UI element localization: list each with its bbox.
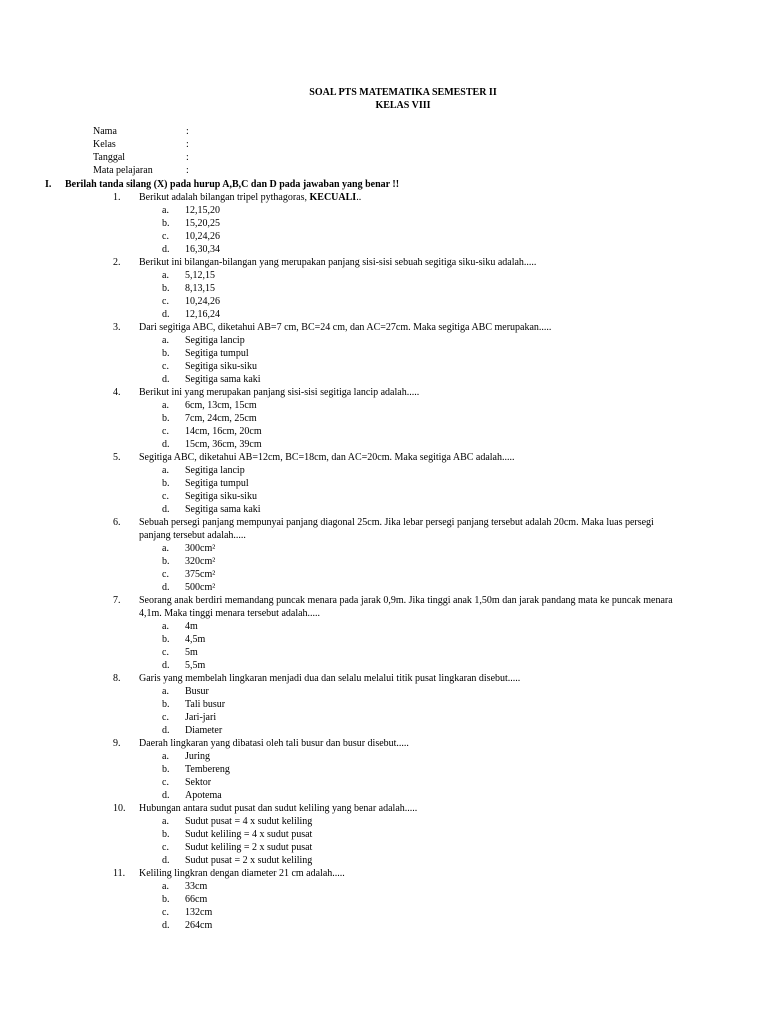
option-letter: b. [162, 634, 170, 645]
answer-option[interactable] [0, 438, 768, 451]
option-letter: d. [162, 504, 170, 515]
question-list [0, 191, 768, 932]
answer-option[interactable] [0, 893, 768, 906]
option-letter: c. [162, 907, 169, 918]
option-letter: a. [162, 816, 169, 827]
answer-option[interactable] [0, 659, 768, 672]
answer-option[interactable] [0, 620, 768, 633]
option-text: Tembereng [185, 764, 230, 775]
option-letter: a. [162, 205, 169, 216]
answer-option[interactable] [0, 841, 768, 854]
option-letter: d. [162, 309, 170, 320]
question-text-main: Berikut ini bilangan-bilangan yang merupakan panjang sisi-sisi sebuah segitiga siku-siku adalah..... [139, 257, 537, 268]
question-text-main: Berikut adalah bilangan tripel pythagoras, [139, 192, 308, 203]
option-text: 8,13,15 [185, 283, 215, 294]
option-text: 4,5m [185, 634, 206, 645]
option-text: 6cm, 13cm, 15cm [185, 400, 257, 411]
option-letter: b. [162, 348, 170, 359]
option-letter: d. [162, 725, 170, 736]
question-text [139, 191, 679, 204]
question-item [0, 737, 768, 802]
question-line [0, 737, 768, 750]
answer-option[interactable] [0, 217, 768, 230]
option-letter: b. [162, 283, 170, 294]
question-number: 8. [113, 673, 121, 684]
option-text: 10,24,26 [185, 231, 220, 242]
answer-option[interactable] [0, 360, 768, 373]
option-text: 66cm [185, 894, 208, 905]
identity-colon: : [186, 165, 189, 176]
option-text: Segitiga lancip [185, 335, 245, 346]
answer-option[interactable] [0, 347, 768, 360]
option-text: Segitiga sama kaki [185, 504, 261, 515]
answer-option[interactable] [0, 204, 768, 217]
option-letter: b. [162, 764, 170, 775]
answer-option[interactable] [0, 230, 768, 243]
option-letter: d. [162, 244, 170, 255]
question-line [0, 802, 768, 815]
question-item [0, 256, 768, 321]
option-text: Tali busur [185, 699, 226, 710]
question-text [139, 594, 679, 620]
answer-option[interactable] [0, 477, 768, 490]
identity-label: Nama [93, 126, 117, 137]
answer-option[interactable] [0, 880, 768, 893]
option-letter: d. [162, 790, 170, 801]
answer-option[interactable] [0, 269, 768, 282]
question-number: 6. [113, 517, 121, 528]
option-letter: d. [162, 855, 170, 866]
option-letter: a. [162, 400, 169, 411]
option-letter: b. [162, 699, 170, 710]
answer-option[interactable] [0, 282, 768, 295]
option-text: Sudut keliling = 2 x sudut pusat [185, 842, 313, 853]
answer-option[interactable] [0, 373, 768, 386]
question-item [0, 516, 768, 594]
option-letter: d. [162, 660, 170, 671]
question-text-main: Berikut ini yang merupakan panjang sisi-sisi segitiga lancip adalah..... [139, 387, 420, 398]
option-letter: b. [162, 829, 170, 840]
option-text: Sudut pusat = 2 x sudut keliling [185, 855, 313, 866]
answer-option[interactable] [0, 334, 768, 347]
option-text: 15,20,25 [185, 218, 220, 229]
option-letter: d. [162, 920, 170, 931]
option-text: Segitiga tumpul [185, 348, 249, 359]
option-text: 4m [185, 621, 198, 632]
identity-row-class [93, 138, 293, 151]
answer-option[interactable] [0, 581, 768, 594]
option-text: 300cm² [185, 543, 216, 554]
question-line [0, 191, 768, 204]
answer-option[interactable] [0, 243, 768, 256]
question-number: 7. [113, 595, 121, 606]
question-line [0, 516, 768, 542]
answer-option[interactable] [0, 763, 768, 776]
document-title: SOAL PTS MATEMATIKA SEMESTER II [309, 87, 497, 98]
question-text-main: Hubungan antara sudut pusat dan sudut keliling yang benar adalah..... [139, 803, 418, 814]
question-item [0, 594, 768, 672]
question-text-main: Segitiga ABC, diketahui AB=12cm, BC=18cm, dan AC=20cm. Maka segitiga ABC adalah..... [139, 452, 515, 463]
option-text: 15cm, 36cm, 39cm [185, 439, 262, 450]
option-text: Sektor [185, 777, 212, 788]
question-item [0, 802, 768, 867]
option-text: 14cm, 16cm, 20cm [185, 426, 262, 437]
option-text: 33cm [185, 881, 208, 892]
option-letter: c. [162, 426, 169, 437]
question-line [0, 256, 768, 269]
question-text [139, 737, 679, 750]
identity-row-date [93, 151, 293, 164]
question-text [139, 867, 679, 880]
identity-colon: : [186, 126, 189, 137]
question-text-main: Keliling lingkran dengan diameter 21 cm adalah..... [139, 868, 345, 879]
option-letter: c. [162, 842, 169, 853]
question-item [0, 672, 768, 737]
option-letter: a. [162, 881, 169, 892]
question-item [0, 386, 768, 451]
question-text [139, 256, 679, 269]
identity-label: Kelas [93, 139, 116, 150]
option-letter: b. [162, 218, 170, 229]
question-text-main: Sebuah persegi panjang mempunyai panjang diagonal 25cm. Jika lebar persegi panjang tersebut adalah 20cm. Maka luas persegi panjang tersebut adalah..... [139, 517, 654, 541]
question-item [0, 451, 768, 516]
identity-colon: : [186, 152, 189, 163]
option-letter: a. [162, 270, 169, 281]
question-text [139, 672, 679, 685]
question-text [139, 386, 679, 399]
option-letter: c. [162, 647, 169, 658]
option-text: Jari-jari [185, 712, 217, 723]
question-text-main: Dari segitiga ABC, diketahui AB=7 cm, BC=24 cm, dan AC=27cm. Maka segitiga ABC merupakan..... [139, 322, 552, 333]
answer-option[interactable] [0, 503, 768, 516]
section-instruction: Berilah tanda silang (X) pada hurup A,B,C dan D pada jawaban yang benar !! [65, 179, 400, 190]
answer-option[interactable] [0, 724, 768, 737]
answer-option[interactable] [0, 646, 768, 659]
answer-option[interactable] [0, 308, 768, 321]
answer-option[interactable] [0, 750, 768, 763]
identity-row-subject [93, 164, 293, 177]
answer-option[interactable] [0, 815, 768, 828]
option-letter: c. [162, 777, 169, 788]
option-letter: c. [162, 491, 169, 502]
student-identity-block [93, 125, 293, 177]
option-text: Segitiga siku-siku [185, 361, 257, 372]
identity-colon: : [186, 139, 189, 150]
question-emphasis: KECUALI [309, 192, 357, 203]
answer-option[interactable] [0, 698, 768, 711]
question-text [139, 451, 679, 464]
option-text: Segitiga siku-siku [185, 491, 257, 502]
answer-option[interactable] [0, 906, 768, 919]
question-number: 1. [113, 192, 121, 203]
identity-row-name [93, 125, 293, 138]
option-text: 10,24,26 [185, 296, 220, 307]
option-letter: b. [162, 413, 170, 424]
answer-option[interactable] [0, 412, 768, 425]
question-text-main: Seorang anak berdiri memandang puncak menara pada jarak 0,9m. Jika tinggi anak 1,50m dan jarak pandang mata ke puncak menara 4,1m. Maka tinggi menara tersebut adalah..... [139, 595, 673, 619]
question-item [0, 191, 768, 256]
option-text: 264cm [185, 920, 213, 931]
option-text: 7cm, 24cm, 25cm [185, 413, 257, 424]
answer-option[interactable] [0, 776, 768, 789]
question-item [0, 321, 768, 386]
option-letter: c. [162, 569, 169, 580]
question-item [0, 867, 768, 932]
option-text: 16,30,34 [185, 244, 220, 255]
option-text: Sudut keliling = 4 x sudut pusat [185, 829, 313, 840]
option-letter: c. [162, 361, 169, 372]
option-text: 320cm² [185, 556, 216, 567]
answer-option[interactable] [0, 295, 768, 308]
option-text: 5m [185, 647, 198, 658]
question-line [0, 321, 768, 334]
option-letter: c. [162, 231, 169, 242]
question-number: 2. [113, 257, 121, 268]
option-text: Segitiga tumpul [185, 478, 249, 489]
answer-option[interactable] [0, 854, 768, 867]
option-letter: b. [162, 478, 170, 489]
answer-option[interactable] [0, 789, 768, 802]
answer-option[interactable] [0, 919, 768, 932]
option-letter: b. [162, 894, 170, 905]
document-subtitle: KELAS VIII [375, 100, 431, 111]
option-letter: b. [162, 556, 170, 567]
answer-option[interactable] [0, 568, 768, 581]
question-line [0, 386, 768, 399]
option-letter: d. [162, 582, 170, 593]
option-text: Sudut pusat = 4 x sudut keliling [185, 816, 313, 827]
option-letter: a. [162, 686, 169, 697]
identity-label: Tanggal [93, 152, 126, 163]
option-letter: d. [162, 374, 170, 385]
option-text: 12,15,20 [185, 205, 220, 216]
question-line [0, 594, 768, 620]
question-text [139, 516, 679, 542]
identity-label: Mata pelajaran [93, 165, 153, 176]
answer-option[interactable] [0, 633, 768, 646]
question-text-main: Daerah lingkaran yang dibatasi oleh tali busur dan busur disebut..... [139, 738, 409, 749]
question-number: 9. [113, 738, 121, 749]
option-text: Segitiga sama kaki [185, 374, 261, 385]
option-text: 132cm [185, 907, 213, 918]
option-text: 375cm² [185, 569, 216, 580]
option-text: 12,16,24 [185, 309, 220, 320]
question-number: 5. [113, 452, 121, 463]
option-text: Apotema [185, 790, 222, 801]
answer-option[interactable] [0, 425, 768, 438]
option-letter: c. [162, 712, 169, 723]
question-text [139, 802, 679, 815]
question-text [139, 321, 679, 334]
option-text: Busur [185, 686, 209, 697]
section-number: I. [45, 179, 52, 190]
question-text-main: Garis yang membelah lingkaran menjadi dua dan selalu melalui titik pusat lingkaran disebut..... [139, 673, 521, 684]
answer-option[interactable] [0, 828, 768, 841]
question-line [0, 672, 768, 685]
question-number: 3. [113, 322, 121, 333]
option-letter: a. [162, 751, 169, 762]
option-letter: a. [162, 335, 169, 346]
answer-option[interactable] [0, 685, 768, 698]
option-text: 5,5m [185, 660, 206, 671]
question-line [0, 451, 768, 464]
option-letter: a. [162, 621, 169, 632]
question-number: 10. [113, 803, 126, 814]
option-letter: a. [162, 465, 169, 476]
question-number: 11. [113, 868, 126, 879]
option-letter: a. [162, 543, 169, 554]
option-text: 500cm² [185, 582, 216, 593]
question-line [0, 867, 768, 880]
option-text: Segitiga lancip [185, 465, 245, 476]
option-letter: d. [162, 439, 170, 450]
answer-option[interactable] [0, 399, 768, 412]
answer-option[interactable] [0, 711, 768, 724]
option-text: 5,12,15 [185, 270, 215, 281]
answer-option[interactable] [0, 490, 768, 503]
option-text: Diameter [185, 725, 223, 736]
option-letter: c. [162, 296, 169, 307]
answer-option[interactable] [0, 555, 768, 568]
question-number: 4. [113, 387, 121, 398]
answer-option[interactable] [0, 464, 768, 477]
answer-option[interactable] [0, 542, 768, 555]
option-text: Juring [185, 751, 210, 762]
question-tail: .. [356, 192, 362, 203]
